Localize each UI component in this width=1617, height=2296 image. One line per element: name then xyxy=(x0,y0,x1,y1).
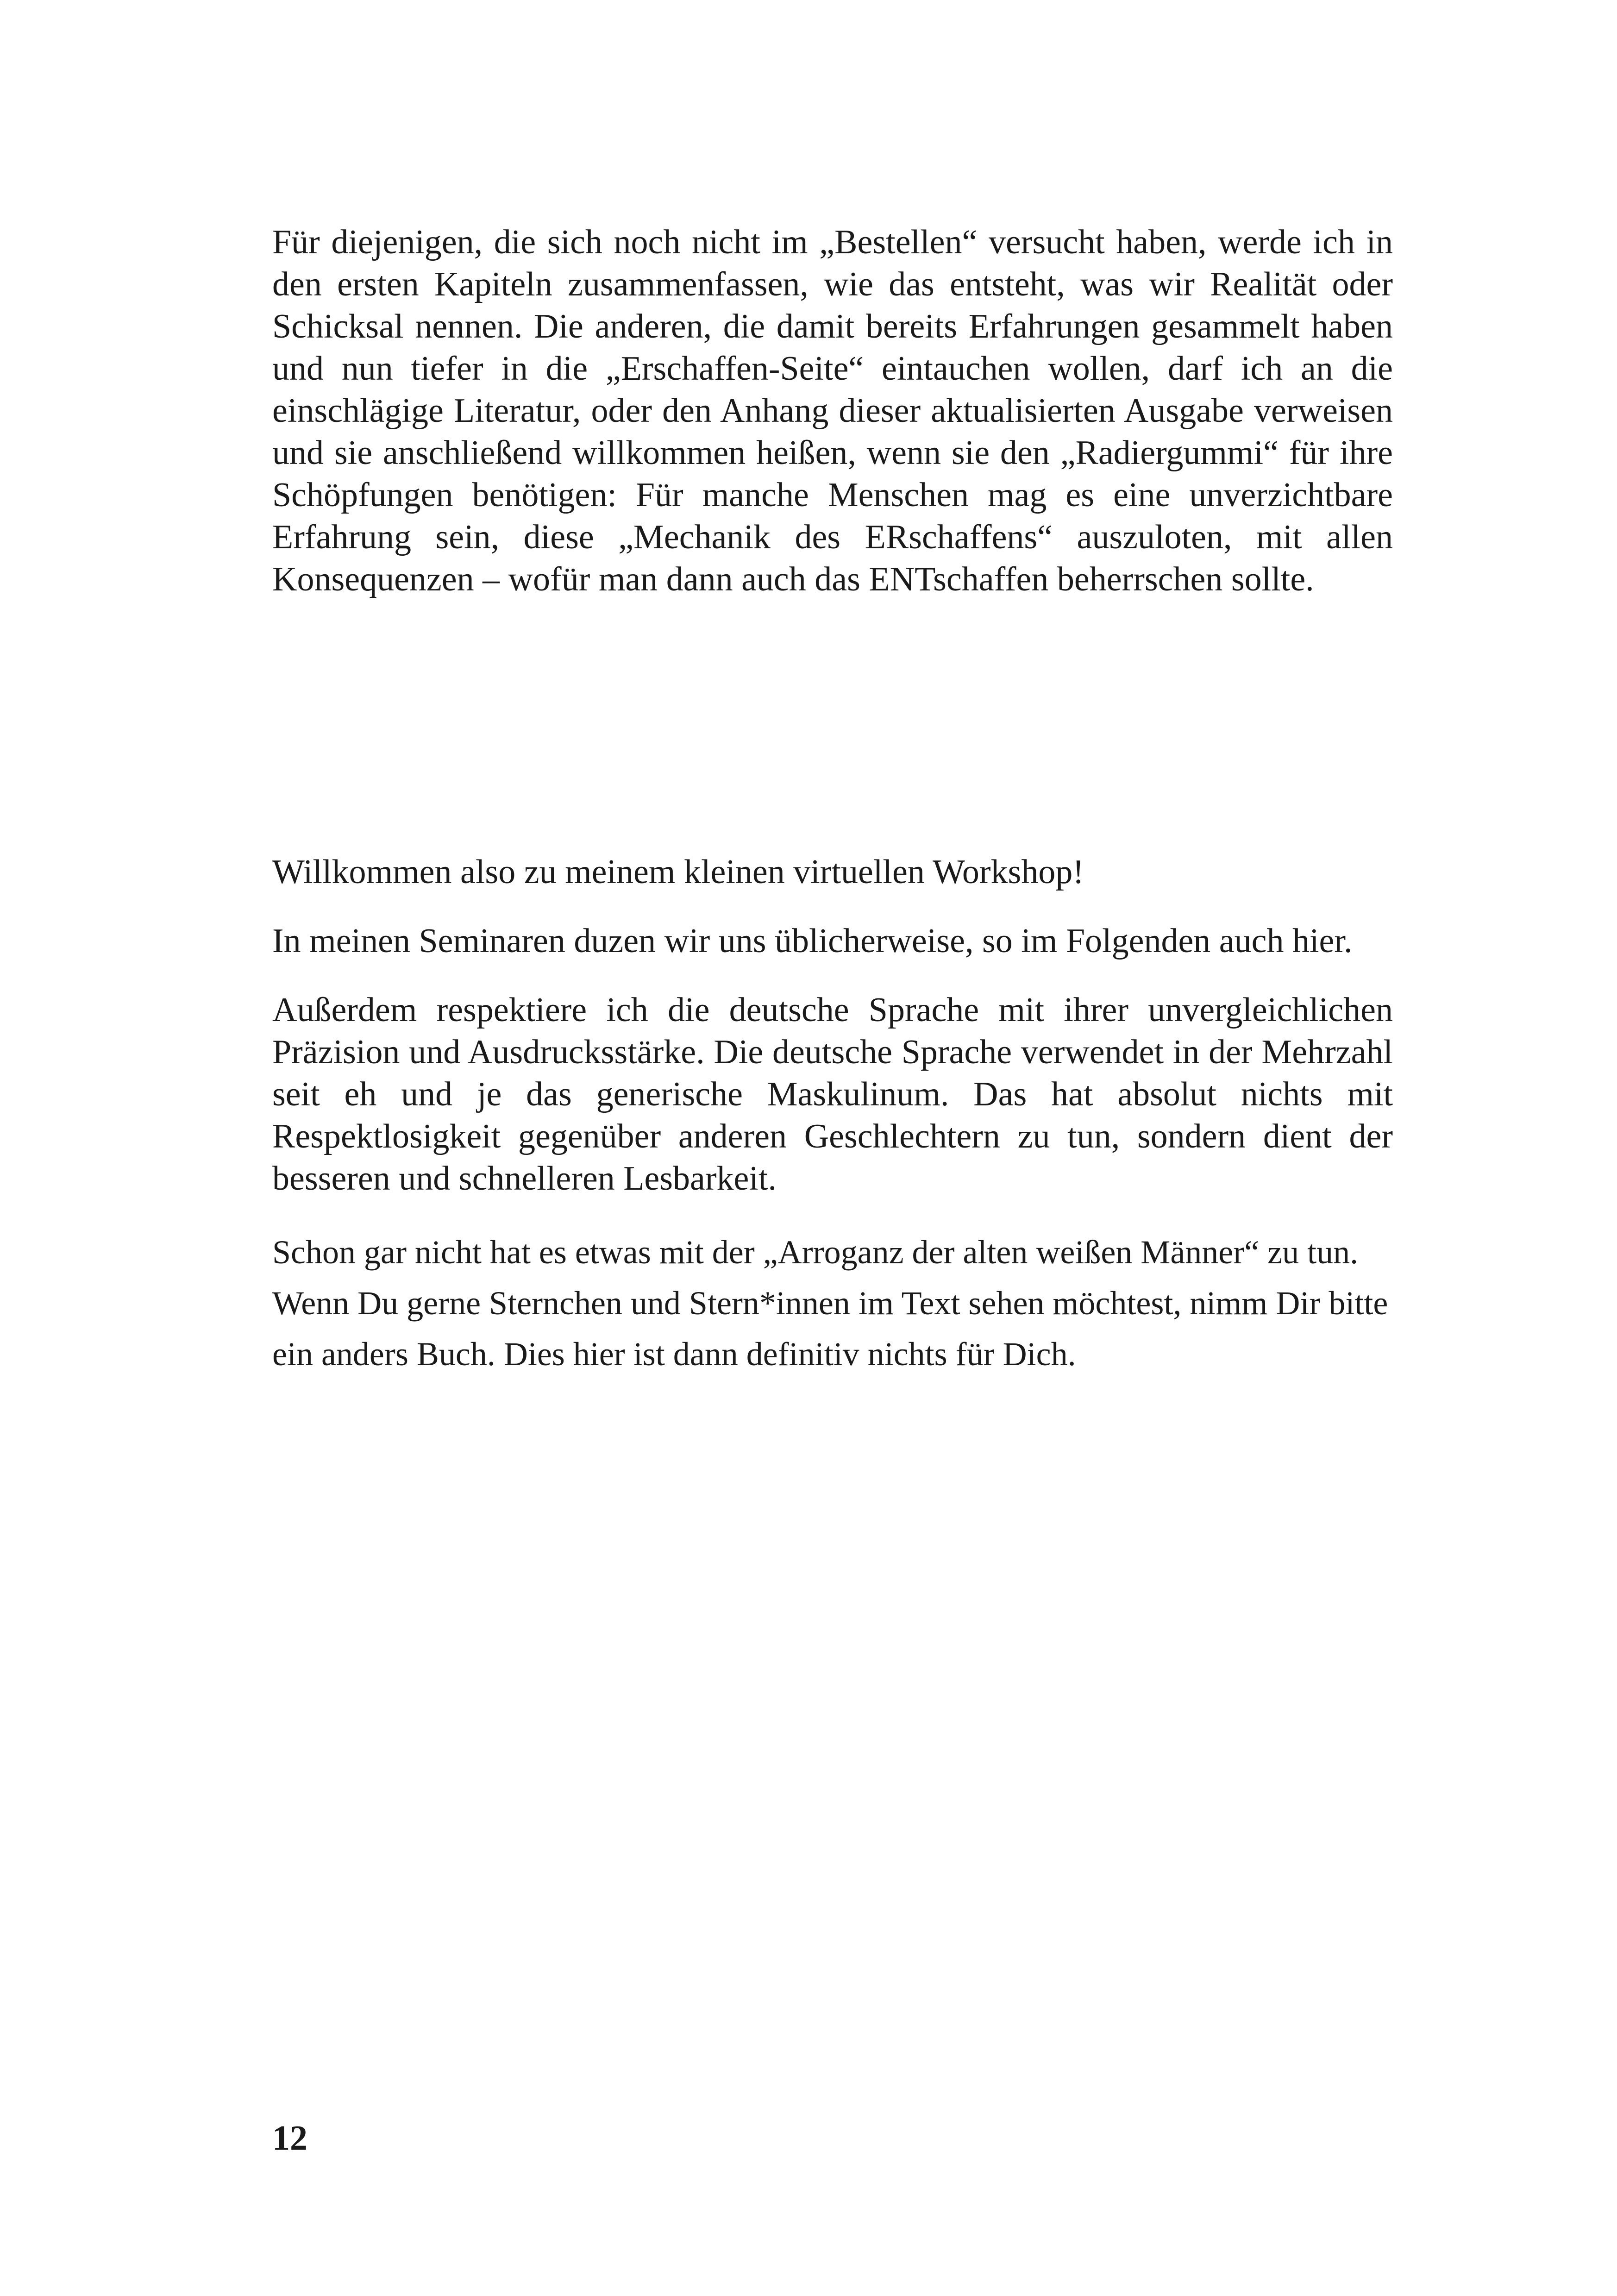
gender-paragraph: Schon gar nicht hat es etwas mit der „Arroganz der alten weißen Männer“ zu tun. Wenn Du gerne Sternchen und Stern*innen im Text sehen möchtest, nimm Dir bitte ein anders Buch. Dies hier ist dann definitiv nichts für Dich. xyxy=(272,1234,1388,1373)
welcome-paragraph: Willkommen also zu meinem kleinen virtuellen Workshop! xyxy=(272,853,1084,891)
language-paragraph: Außerdem respektiere ich die deutsche Sprache mit ihrer unvergleichlichen Präzision und Ausdrucksstärke. Die deutsche Sprache verwendet in der Mehrzahl seit eh und je das generische Maskulinum. Das hat absolut nichts mit Respektlosigkeit gegenüber anderen Geschlechtern zu tun, sondern dient der besseren und schnelleren Lesbarkeit. xyxy=(272,991,1393,1198)
workshop-section xyxy=(272,851,1393,1406)
intro-section xyxy=(272,221,1393,601)
page-number: 12 xyxy=(272,2119,307,2158)
duzen-paragraph: In meinen Seminaren duzen wir uns üblicherweise, so im Folgenden auch hier. xyxy=(272,922,1353,960)
intro-paragraph: Für diejenigen, die sich noch nicht im „Bestellen“ versucht haben, werde ich in den ersten Kapiteln zusammenfassen, wie das entsteht, was wir Realität oder Schicksal nennen. Die anderen, die damit bereits Erfahrungen gesammelt haben und nun tiefer in die „Erschaffen-Seite“ eintauchen wollen, darf ich an die einschlägige Literatur, oder den Anhang dieser aktualisierten Ausgabe verweisen und sie anschließend willkommen heißen, wenn sie den „Radiergummi“ für ihre Schöpfungen benötigen: Für manche Menschen mag es eine unverzichtbare Erfahrung sein, diese „Mechanik des ERschaffens“ auszuloten, mit allen Konsequenzen – wofür man dann auch das ENTschaffen beherrschen sollte. xyxy=(272,223,1393,598)
